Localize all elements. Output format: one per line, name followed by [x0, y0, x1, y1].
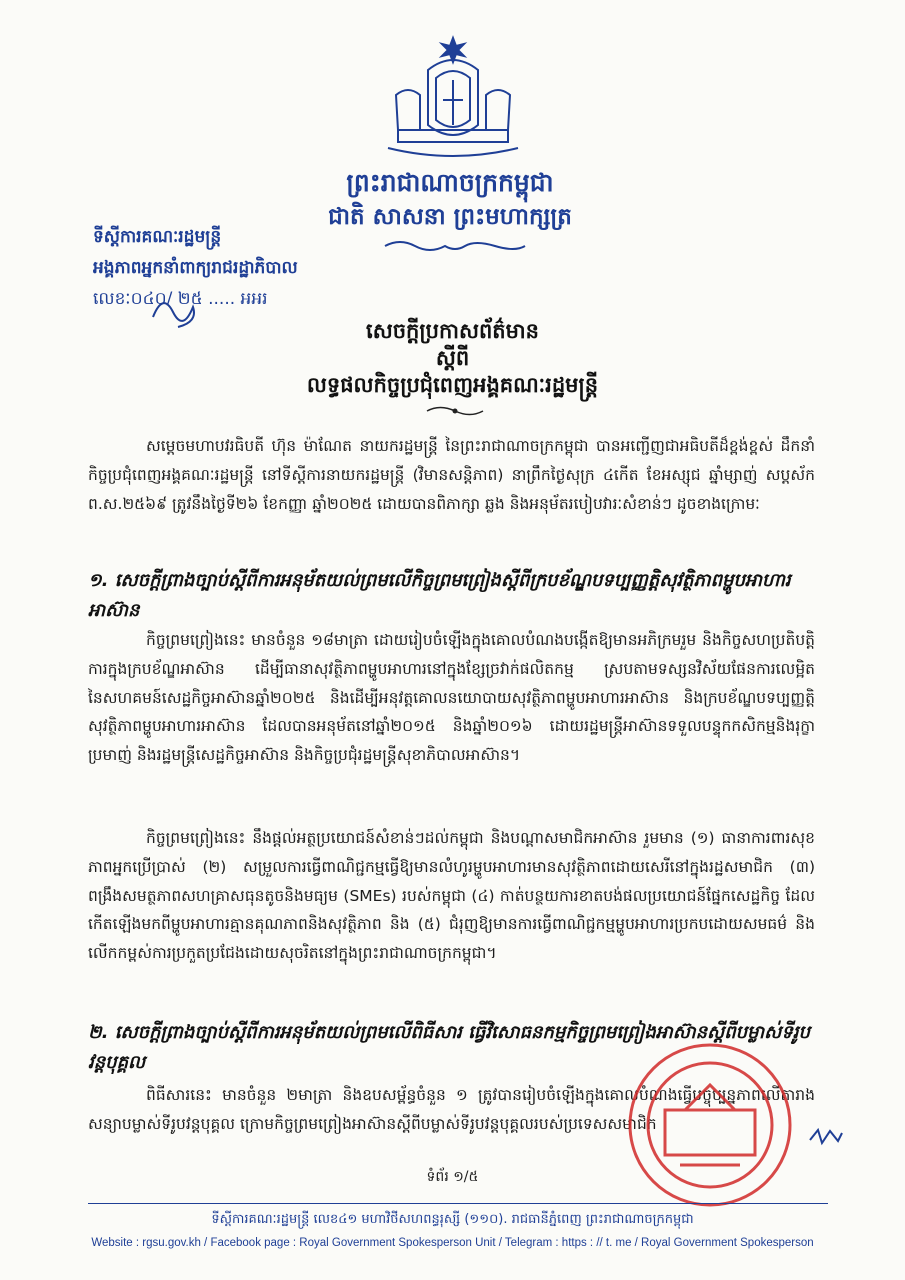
- handwritten-signature: [148, 282, 208, 332]
- section-1-heading: ១. សេចក្តីព្រាងច្បាប់ស្តីពីការអនុម័តយល់ព្រមលើកិច្ចព្រមព្រៀងស្តីពីក្របខ័ណ្ឌបទប្បញ្ញត្តិសុវត្ថិភាពម្ហូបអាហារអាស៊ាន: [88, 570, 791, 621]
- footer-address: ទីស្តីការគណៈរដ្ឋមន្ត្រី លេខ៤១ មហាវិថីសហពន្ធរុស្សី (១១០). រាជធានីភ្នំពេញ ព្រះរាជាណាចក្រកម្ពុជា: [211, 1212, 694, 1227]
- reference-suffix: ..... អអរ: [208, 289, 268, 309]
- reference-prefix: លេខៈ: [93, 289, 131, 309]
- reference-handwritten: ០៤០/ ២៥: [130, 289, 209, 309]
- section-2-paragraph-1: ពិធីសារនេះ មានចំនួន ២មាត្រា និងឧបសម្ព័ន្ធចំនួន ១ ត្រូវបានរៀបចំឡើងក្នុងគោលបំណងធ្វើបច្ចុប្បន្នភាពលើតារាងសន្យាបម្លាស់ទីរូបវន្តបុគ្គល ក្រោមកិច្ចព្រមព្រៀងអាស៊ានស្តីពីបម្លាស់ទីរូបវន្តបុគ្គលរបស់ប្រទេសសមាជិក: [88, 1086, 815, 1133]
- title-ornament: [425, 404, 485, 418]
- royal-coat-of-arms-emblem: [368, 30, 538, 165]
- intro-paragraph: សម្តេចមហាបវរធិបតី ហ៊ុន ម៉ាណែត នាយករដ្ឋមន្ត្រី នៃព្រះរាជាណាចក្រកម្ពុជា បានអញ្ជើញជាអធិបតីដ៏ខ្ពង់ខ្ពស់ ដឹកនាំកិច្ចប្រជុំពេញអង្គគណៈរដ្ឋមន្ត្រី នៅទីស្តីការនាយករដ្ឋមន្ត្រី (វិមានសន្តិភាព) នាព្រឹកថ្ងៃសុក្រ ៤កើត ខែអស្សុជ ឆ្នាំម្សាញ់ សប្តស័ក ព.ស.២៥៦៩ ត្រូវនឹងថ្ងៃទី២៦ ខែកញ្ញា ឆ្នាំ២០២៥ ដោយបានពិភាក្សា ឆ្លង និងអនុម័តរបៀបវារៈសំខាន់ៗ ដូចខាងក្រោមៈ: [88, 437, 815, 513]
- section-1-paragraph-2: កិច្ចព្រមព្រៀងនេះ នឹងផ្តល់អត្ថប្រយោជន៍សំខាន់ៗដល់កម្ពុជា និងបណ្តាសមាជិកអាស៊ាន រួមមាន (១) ធានាការពារសុខភាពអ្នកប្រើប្រាស់ (២) សម្រួលការធ្វើពាណិជ្ជកម្មធ្វើឱ្យមានលំហូរម្ហូបអាហារមានសុវត្ថិភាពដោយសេរីនៅក្នុងរដ្ឋសមាជិក (៣) ពង្រឹងសមត្ថភាពសហគ្រាសធុនតូចនិងមធ្យម (SMEs) របស់កម្ពុជា (៤) កាត់បន្ថយការខាតបង់ផលប្រយោជន៍ផ្នែកសេដ្ឋកិច្ច ដែលកើតឡើងមកពីម្ហូបអាហារគ្មានគុណភាពនិងសុវត្ថិភាព និង (៥) ជំរុញឱ្យមានការធ្វើពាណិជ្ជកម្មម្ហូបអាហារប្រកបដោយសមធម៌ និងលើកកម្ពស់ការប្រកួតប្រជែងដោយសុចរិតនៅក្នុងព្រះរាជាណាចក្រកម្ពុជា។: [88, 829, 815, 963]
- page-number: ទំព័រ ១/៥: [426, 1169, 479, 1185]
- ornament-divider: [380, 238, 530, 254]
- issuer-office: ទីស្តីការគណៈរដ្ឋមន្ត្រី: [93, 227, 222, 247]
- doc-title: សេចក្តីប្រកាសព័ត៌មាន: [366, 319, 539, 343]
- section-1-paragraph-1: កិច្ចព្រមព្រៀងនេះ មានចំនួន ១៨មាត្រា ដោយរៀបចំឡើងក្នុងគោលបំណងបង្កើតឱ្យមានអភិក្រមរួម និងកិច្ចសហប្រតិបត្តិការក្នុងក្របខ័ណ្ឌអាស៊ាន ដើម្បីធានាសុវត្ថិភាពម្ហូបអាហារនៅក្នុងខ្សែច្រវាក់ផលិតកម្ម ស្របតាមទស្សនវិស័យផែនការលេម្អិត នៃសហគមន៍សេដ្ឋកិច្ចអាស៊ានឆ្នាំ២០២៥ និងដើម្បីអនុវត្តគោលនយោបាយសុវត្ថិភាពម្ហូបអាហារអាស៊ាន និងក្របខ័ណ្ឌបទប្បញ្ញត្តិសុវត្ថិភាពម្ហូបអាហារអាស៊ាន ដែលបានអនុម័តនៅឆ្នាំ២០១៥ និងឆ្នាំ២០១៦ ដោយរដ្ឋមន្ត្រីអាស៊ានទទួលបន្ទុកកសិកម្មនិងរុក្ខាប្រមាញ់ និងរដ្ឋមន្ត្រីសេដ្ឋកិច្ចអាស៊ាន និងកិច្ចប្រជុំរដ្ឋមន្ត្រីសុខាភិបាលអាស៊ាន។: [88, 631, 815, 765]
- handwritten-initial: [808, 1125, 844, 1147]
- footer-divider: [88, 1203, 828, 1204]
- issuer-unit: អង្គភាពអ្នកនាំពាក្យរាជរដ្ឋាភិបាល: [93, 258, 298, 278]
- footer-contact: Website : rgsu.gov.kh / Facebook page : Royal Government Spokesperson Unit / Telegram : https : // t. me / Royal Government Spokesperson: [91, 1237, 814, 1249]
- national-motto: ជាតិ សាសនា ព្រះមហាក្សត្រ: [328, 204, 572, 230]
- kingdom-name: ព្រះរាជាណាចក្រកម្ពុជា: [346, 168, 554, 197]
- doc-subject: លទ្ធផលកិច្ចប្រជុំពេញអង្គគណៈរដ្ឋមន្ត្រី: [306, 373, 599, 397]
- section-2-heading: ២. សេចក្តីព្រាងច្បាប់ស្តីពីការអនុម័តយល់ព្រមលើពិធីសារ ធ្វើវិសោធនកម្មកិច្ចព្រមព្រៀងអាស៊ានស្តីពីបម្លាស់ទីរូបវន្តបុគ្គល: [88, 1022, 810, 1073]
- doc-title-about: ស្តីពី: [435, 346, 470, 370]
